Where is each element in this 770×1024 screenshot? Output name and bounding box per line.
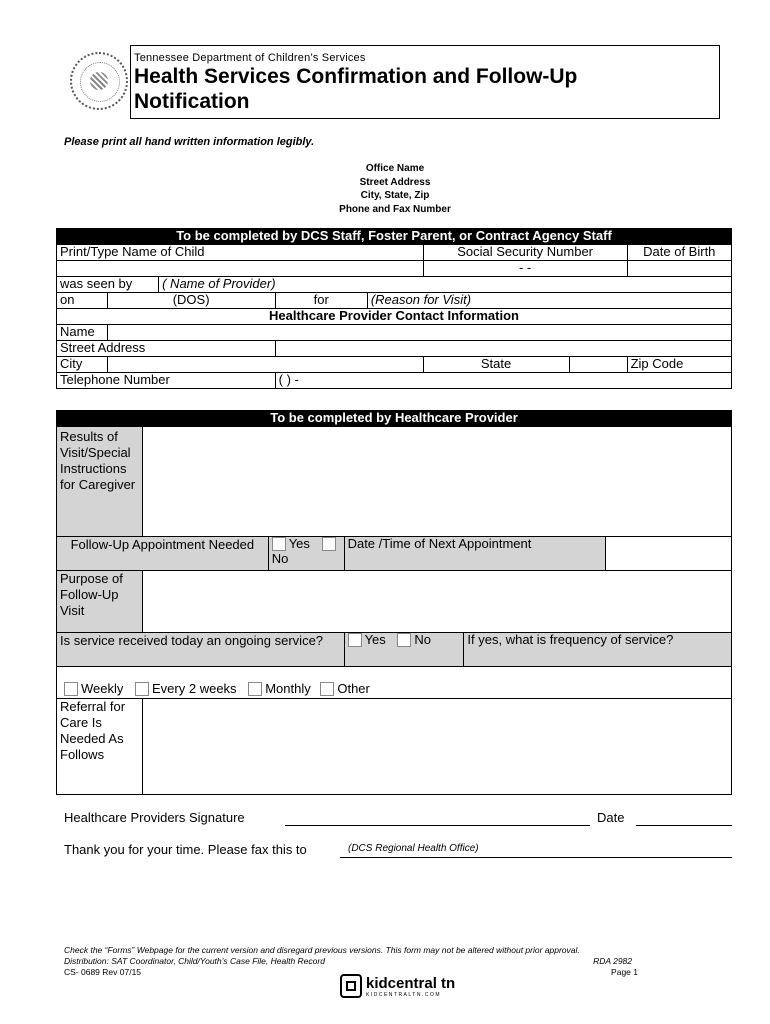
office-street: Street Address (359, 176, 431, 188)
contact-info-header: Healthcare Provider Contact Information (57, 309, 732, 325)
ongoing-yes-label: Yes (364, 632, 386, 647)
followup-yes-label: Yes (288, 536, 310, 551)
footer-page: Page 1 (611, 967, 638, 977)
ongoing-no-label: No (414, 632, 432, 647)
state-field[interactable] (569, 357, 627, 373)
city-field[interactable] (107, 357, 423, 373)
ongoing-no-checkbox[interactable] (397, 633, 411, 647)
next-appt-field[interactable] (606, 537, 732, 571)
city-label: City (57, 357, 108, 373)
footer-version-note: Check the “Forms” Webpage for the current version and disregard previous versions. This form may not be altered without prior approval. (64, 945, 580, 955)
freq-weekly-label: Weekly (81, 680, 124, 696)
kidcentral-logo-icon (340, 974, 362, 998)
office-phone-fax: Phone and Fax Number (339, 203, 451, 215)
frequency-options (57, 667, 732, 699)
followup-yes-no (268, 537, 344, 571)
footer-distribution: Distribution: SAT Coordinator, Child/Youth’s Case File, Health Record (64, 956, 325, 966)
date-label: Date (597, 810, 625, 825)
office-city-state-zip: City, State, Zip (360, 190, 430, 201)
referral-field[interactable] (142, 699, 731, 795)
child-name-field[interactable] (57, 261, 424, 277)
state-label: State (423, 357, 569, 373)
freq-2weeks-checkbox[interactable] (135, 682, 149, 696)
freq-monthly-label: Monthly (265, 680, 311, 696)
street-label-text: Street Address (60, 340, 146, 355)
street-field[interactable] (275, 341, 731, 357)
on-label: on (57, 293, 108, 309)
phone-field[interactable]: ( ) - (275, 373, 731, 389)
purpose-label: Purpose of Follow-Up Visit (57, 571, 143, 633)
date-line[interactable] (636, 825, 732, 826)
fax-to-hint: (DCS Regional Health Office) (348, 843, 479, 854)
referral-label: Referral for Care Is Needed As Follows (57, 699, 143, 795)
street-label (57, 341, 276, 357)
followup-label: Follow-Up Appointment Needed (57, 537, 269, 571)
thanks-label: Thank you for your time. Please fax this to (64, 842, 307, 857)
phone-label: Telephone Number (57, 373, 276, 389)
for-label: for (275, 293, 367, 309)
frequency-label: If yes, what is frequency of service? (464, 633, 732, 667)
zip-label (627, 357, 731, 373)
freq-weekly-checkbox[interactable] (64, 682, 78, 696)
results-field[interactable] (142, 427, 731, 537)
footer-form-number: CS- 0689 Rev 07/15 (64, 967, 142, 977)
provider-contact-name-field[interactable] (107, 325, 731, 341)
section2-header: To be completed by Healthcare Provider (57, 411, 732, 427)
freq-other-checkbox[interactable] (320, 682, 334, 696)
tn-state-seal (70, 52, 128, 110)
fax-to-line[interactable] (340, 857, 732, 858)
office-address-block (300, 162, 490, 216)
form-title: Health Services Confirmation and Follow-Up Notification (134, 65, 578, 113)
office-name: Office Name (365, 163, 425, 174)
kidcentral-logo-text: kidcentral tn (366, 975, 456, 992)
reason-field[interactable]: (Reason for Visit) (367, 293, 731, 309)
legibility-note: Please print all hand written information legibly. (64, 136, 315, 148)
dos-field[interactable]: (DOS) (107, 293, 275, 309)
kidcentral-logo-subtext: KIDCENTRALTN.COM (366, 992, 442, 998)
freq-monthly-checkbox[interactable] (248, 682, 262, 696)
footer-rda: RDA 2982 (593, 956, 632, 966)
ssn-label: Social Security Number (423, 245, 627, 261)
department-name: Tennessee Department of Children’s Services (134, 52, 366, 64)
section-dcs-staff (56, 228, 732, 389)
provider-name-label: Name (57, 325, 108, 341)
followup-no-label: No (271, 550, 289, 566)
freq-2weeks-label: Every 2 weeks (152, 680, 237, 696)
next-appt-label: Date /Time of Next Appointment (344, 537, 606, 571)
followup-yes-checkbox[interactable] (272, 537, 286, 551)
zip-label-text: Zip Code (630, 356, 684, 371)
section1-header: To be completed by DCS Staff, Foster Parent, or Contract Agency Staff (57, 229, 732, 245)
followup-no-checkbox[interactable] (322, 537, 336, 551)
provider-name-field[interactable]: ( Name of Provider) (159, 277, 732, 293)
seen-by-label: was seen by (57, 277, 159, 293)
freq-other-label: Other (337, 680, 370, 696)
signature-label: Healthcare Providers Signature (64, 810, 245, 825)
signature-line[interactable] (285, 825, 590, 826)
dob-field[interactable] (627, 261, 731, 277)
ongoing-label: Is service received today an ongoing service? (57, 633, 345, 667)
purpose-field[interactable] (142, 571, 731, 633)
results-label: Results of Visit/Special Instructions for Caregiver (57, 427, 143, 537)
dob-label: Date of Birth (627, 245, 731, 261)
section-healthcare-provider (56, 410, 732, 795)
ongoing-yes-no (344, 633, 464, 667)
ongoing-yes-checkbox[interactable] (348, 633, 362, 647)
ssn-field[interactable]: - - (423, 261, 627, 277)
child-name-label: Print/Type Name of Child (57, 245, 424, 261)
